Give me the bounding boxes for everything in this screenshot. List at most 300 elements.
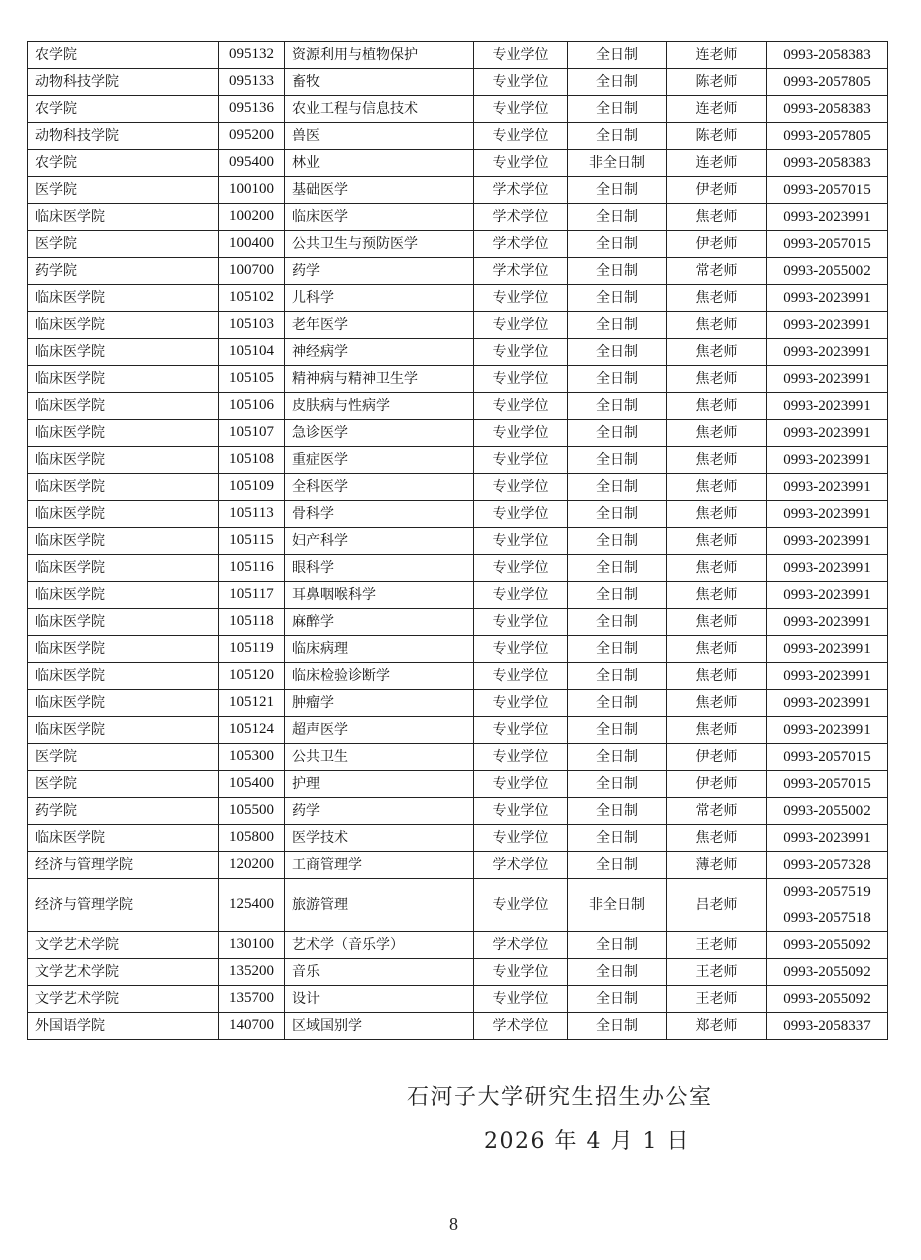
program-code-cell: 100400 (219, 231, 285, 258)
contact-person-cell: 焦老师 (667, 312, 767, 339)
study-mode-cell: 全日制 (568, 555, 667, 582)
major-name-cell: 畜牧 (285, 69, 474, 96)
school-cell: 药学院 (28, 258, 219, 285)
degree-type-cell: 专业学位 (474, 959, 568, 986)
program-code-cell: 105300 (219, 744, 285, 771)
degree-type-cell: 学术学位 (474, 1013, 568, 1040)
school-cell: 临床医学院 (28, 690, 219, 717)
school-cell: 临床医学院 (28, 528, 219, 555)
phone-number: 0993-2023991 (783, 371, 871, 387)
phone-number: 0993-2023991 (783, 344, 871, 360)
contact-person-cell: 焦老师 (667, 528, 767, 555)
degree-type-cell: 专业学位 (474, 339, 568, 366)
contact-person-cell: 吕老师 (667, 879, 767, 932)
phone-number: 0993-2055002 (783, 803, 871, 819)
phone-number: 0993-2057805 (783, 74, 871, 90)
school-cell: 临床医学院 (28, 420, 219, 447)
phone-number: 0993-2057015 (783, 182, 871, 198)
contact-person-cell: 焦老师 (667, 339, 767, 366)
degree-type-cell: 专业学位 (474, 771, 568, 798)
phone-number: 0993-2023991 (783, 587, 871, 603)
table-row (28, 717, 888, 744)
phone-number: 0993-2023991 (783, 425, 871, 441)
degree-type-cell: 专业学位 (474, 447, 568, 474)
program-code-cell: 105118 (219, 609, 285, 636)
degree-type-cell: 专业学位 (474, 393, 568, 420)
table-row (28, 798, 888, 825)
contact-person-cell: 伊老师 (667, 231, 767, 258)
major-name-cell: 麻醉学 (285, 609, 474, 636)
phone-cell (767, 825, 888, 852)
table-row (28, 879, 888, 932)
degree-type-cell: 专业学位 (474, 501, 568, 528)
table-row (28, 959, 888, 986)
major-name-cell: 临床检验诊断学 (285, 663, 474, 690)
study-mode-cell: 全日制 (568, 285, 667, 312)
study-mode-cell: 全日制 (568, 636, 667, 663)
contact-person-cell: 连老师 (667, 96, 767, 123)
study-mode-cell: 全日制 (568, 69, 667, 96)
contact-person-cell: 焦老师 (667, 393, 767, 420)
table-row (28, 69, 888, 96)
phone-number: 0993-2055002 (783, 263, 871, 279)
contact-person-cell: 焦老师 (667, 555, 767, 582)
school-cell: 农学院 (28, 96, 219, 123)
program-code-cell: 105120 (219, 663, 285, 690)
phone-number: 0993-2058383 (783, 101, 871, 117)
major-name-cell: 超声医学 (285, 717, 474, 744)
school-cell: 医学院 (28, 771, 219, 798)
major-name-cell: 皮肤病与性病学 (285, 393, 474, 420)
phone-number: 0993-2055092 (783, 991, 871, 1007)
phone-number: 0993-2057015 (783, 749, 871, 765)
contact-person-cell: 焦老师 (667, 609, 767, 636)
phone-cell (767, 393, 888, 420)
study-mode-cell: 全日制 (568, 771, 667, 798)
contact-person-cell: 焦老师 (667, 690, 767, 717)
table-row (28, 582, 888, 609)
program-code-cell: 095133 (219, 69, 285, 96)
study-mode-cell: 全日制 (568, 717, 667, 744)
phone-cell (767, 555, 888, 582)
phone-number: 0993-2023991 (783, 533, 871, 549)
table-row (28, 771, 888, 798)
degree-type-cell: 专业学位 (474, 744, 568, 771)
school-cell: 经济与管理学院 (28, 879, 219, 932)
phone-number: 0993-2057015 (783, 776, 871, 792)
phone-cell (767, 366, 888, 393)
study-mode-cell: 全日制 (568, 959, 667, 986)
phone-number: 0993-2058383 (783, 47, 871, 63)
study-mode-cell: 全日制 (568, 690, 667, 717)
phone-number: 0993-2023991 (783, 560, 871, 576)
major-name-cell: 兽医 (285, 123, 474, 150)
contact-person-cell: 常老师 (667, 798, 767, 825)
degree-type-cell: 专业学位 (474, 986, 568, 1013)
school-cell: 临床医学院 (28, 825, 219, 852)
phone-cell (767, 744, 888, 771)
study-mode-cell: 全日制 (568, 96, 667, 123)
phone-cell (767, 150, 888, 177)
major-name-cell: 旅游管理 (285, 879, 474, 932)
contact-person-cell: 连老师 (667, 42, 767, 69)
school-cell: 临床医学院 (28, 312, 219, 339)
school-cell: 药学院 (28, 798, 219, 825)
study-mode-cell: 全日制 (568, 42, 667, 69)
program-code-cell: 100200 (219, 204, 285, 231)
phone-cell (767, 771, 888, 798)
study-mode-cell: 全日制 (568, 447, 667, 474)
study-mode-cell: 全日制 (568, 312, 667, 339)
major-name-cell: 精神病与精神卫生学 (285, 366, 474, 393)
study-mode-cell: 全日制 (568, 258, 667, 285)
phone-number: 0993-2023991 (783, 398, 871, 414)
degree-type-cell: 学术学位 (474, 258, 568, 285)
table-row (28, 285, 888, 312)
major-name-cell: 全科医学 (285, 474, 474, 501)
degree-type-cell: 专业学位 (474, 717, 568, 744)
phone-cell (767, 959, 888, 986)
phone-cell (767, 420, 888, 447)
degree-type-cell: 专业学位 (474, 798, 568, 825)
contact-person-cell: 伊老师 (667, 744, 767, 771)
phone-number: 0993-2057519 (783, 884, 871, 900)
phone-number: 0993-2058383 (783, 155, 871, 171)
study-mode-cell: 全日制 (568, 744, 667, 771)
school-cell: 临床医学院 (28, 582, 219, 609)
contact-person-cell: 王老师 (667, 986, 767, 1013)
table-row (28, 501, 888, 528)
program-code-cell: 105104 (219, 339, 285, 366)
degree-type-cell: 学术学位 (474, 852, 568, 879)
program-code-cell: 105113 (219, 501, 285, 528)
degree-type-cell: 专业学位 (474, 582, 568, 609)
phone-cell (767, 609, 888, 636)
table-body (28, 42, 888, 1040)
program-code-cell: 105102 (219, 285, 285, 312)
study-mode-cell: 全日制 (568, 825, 667, 852)
phone-number: 0993-2023991 (783, 209, 871, 225)
major-name-cell: 公共卫生 (285, 744, 474, 771)
degree-type-cell: 学术学位 (474, 932, 568, 959)
program-code-cell: 105108 (219, 447, 285, 474)
contact-person-cell: 焦老师 (667, 204, 767, 231)
program-code-cell: 105800 (219, 825, 285, 852)
phone-number: 0993-2057328 (783, 857, 871, 873)
program-code-cell: 095400 (219, 150, 285, 177)
program-code-cell: 105119 (219, 636, 285, 663)
degree-type-cell: 学术学位 (474, 204, 568, 231)
phone-number: 0993-2023991 (783, 830, 871, 846)
major-name-cell: 骨科学 (285, 501, 474, 528)
school-cell: 临床医学院 (28, 204, 219, 231)
contact-person-cell: 焦老师 (667, 420, 767, 447)
study-mode-cell: 非全日制 (568, 150, 667, 177)
table-row (28, 825, 888, 852)
contact-person-cell: 焦老师 (667, 663, 767, 690)
phone-number: 0993-2058337 (783, 1018, 871, 1034)
table-row (28, 177, 888, 204)
table-row (28, 528, 888, 555)
school-cell: 动物科技学院 (28, 123, 219, 150)
table-row (28, 204, 888, 231)
table-row (28, 258, 888, 285)
school-cell: 临床医学院 (28, 447, 219, 474)
school-cell: 临床医学院 (28, 555, 219, 582)
phone-number: 0993-2055092 (783, 937, 871, 953)
study-mode-cell: 全日制 (568, 366, 667, 393)
contact-person-cell: 焦老师 (667, 366, 767, 393)
degree-type-cell: 专业学位 (474, 150, 568, 177)
study-mode-cell: 全日制 (568, 339, 667, 366)
major-name-cell: 医学技术 (285, 825, 474, 852)
table-row (28, 96, 888, 123)
major-name-cell: 眼科学 (285, 555, 474, 582)
school-cell: 经济与管理学院 (28, 852, 219, 879)
school-cell: 外国语学院 (28, 1013, 219, 1040)
study-mode-cell: 全日制 (568, 393, 667, 420)
degree-type-cell: 专业学位 (474, 366, 568, 393)
contact-person-cell: 焦老师 (667, 717, 767, 744)
program-code-cell: 140700 (219, 1013, 285, 1040)
degree-type-cell: 专业学位 (474, 42, 568, 69)
degree-type-cell: 专业学位 (474, 825, 568, 852)
major-name-cell: 神经病学 (285, 339, 474, 366)
major-name-cell: 工商管理学 (285, 852, 474, 879)
program-code-cell: 135200 (219, 959, 285, 986)
school-cell: 临床医学院 (28, 285, 219, 312)
contact-person-cell: 陈老师 (667, 69, 767, 96)
study-mode-cell: 全日制 (568, 474, 667, 501)
program-code-cell: 105116 (219, 555, 285, 582)
degree-type-cell: 学术学位 (474, 231, 568, 258)
phone-cell (767, 663, 888, 690)
phone-cell (767, 69, 888, 96)
study-mode-cell: 全日制 (568, 528, 667, 555)
phone-cell (767, 582, 888, 609)
contact-person-cell: 王老师 (667, 959, 767, 986)
study-mode-cell: 全日制 (568, 420, 667, 447)
contact-person-cell: 焦老师 (667, 636, 767, 663)
table-row (28, 42, 888, 69)
school-cell: 农学院 (28, 42, 219, 69)
major-name-cell: 音乐 (285, 959, 474, 986)
table-row (28, 150, 888, 177)
phone-cell (767, 798, 888, 825)
phone-number: 0993-2023991 (783, 695, 871, 711)
phone-number: 0993-2023991 (783, 506, 871, 522)
phone-number: 0993-2057805 (783, 128, 871, 144)
contact-person-cell: 连老师 (667, 150, 767, 177)
contact-person-cell: 焦老师 (667, 447, 767, 474)
major-name-cell: 林业 (285, 150, 474, 177)
phone-number: 0993-2023991 (783, 290, 871, 306)
school-cell: 临床医学院 (28, 501, 219, 528)
major-name-cell: 农业工程与信息技术 (285, 96, 474, 123)
table-row (28, 609, 888, 636)
table-row (28, 474, 888, 501)
school-cell: 临床医学院 (28, 609, 219, 636)
major-name-cell: 临床医学 (285, 204, 474, 231)
major-name-cell: 设计 (285, 986, 474, 1013)
program-code-cell: 105117 (219, 582, 285, 609)
school-cell: 临床医学院 (28, 663, 219, 690)
phone-cell (767, 717, 888, 744)
school-cell: 医学院 (28, 177, 219, 204)
major-name-cell: 妇产科学 (285, 528, 474, 555)
phone-cell (767, 1013, 888, 1040)
degree-type-cell: 专业学位 (474, 96, 568, 123)
study-mode-cell: 全日制 (568, 123, 667, 150)
table-row (28, 1013, 888, 1040)
phone-cell (767, 636, 888, 663)
study-mode-cell: 全日制 (568, 798, 667, 825)
program-code-cell: 135700 (219, 986, 285, 1013)
phone-number: 0993-2023991 (783, 452, 871, 468)
major-name-cell: 临床病理 (285, 636, 474, 663)
contact-person-cell: 陈老师 (667, 123, 767, 150)
study-mode-cell: 全日制 (568, 1013, 667, 1040)
table-row (28, 932, 888, 959)
study-mode-cell: 全日制 (568, 986, 667, 1013)
table-row (28, 636, 888, 663)
program-code-cell: 105500 (219, 798, 285, 825)
phone-cell (767, 474, 888, 501)
school-cell: 医学院 (28, 744, 219, 771)
school-cell: 临床医学院 (28, 636, 219, 663)
program-code-cell: 100700 (219, 258, 285, 285)
program-code-cell: 105121 (219, 690, 285, 717)
table-row (28, 123, 888, 150)
contact-person-cell: 焦老师 (667, 582, 767, 609)
contact-person-cell: 焦老师 (667, 474, 767, 501)
phone-cell (767, 42, 888, 69)
school-cell: 文学艺术学院 (28, 959, 219, 986)
school-cell: 文学艺术学院 (28, 986, 219, 1013)
phone-cell (767, 986, 888, 1013)
table-row (28, 690, 888, 717)
table-row (28, 852, 888, 879)
contact-person-cell: 王老师 (667, 932, 767, 959)
phone-number: 0993-2023991 (783, 668, 871, 684)
phone-cell (767, 339, 888, 366)
study-mode-cell: 全日制 (568, 663, 667, 690)
phone-cell (767, 285, 888, 312)
phone-cell (767, 447, 888, 474)
program-code-cell: 125400 (219, 879, 285, 932)
study-mode-cell: 全日制 (568, 932, 667, 959)
table-row (28, 366, 888, 393)
major-name-cell: 药学 (285, 258, 474, 285)
study-mode-cell: 非全日制 (568, 879, 667, 932)
table-row (28, 312, 888, 339)
study-mode-cell: 全日制 (568, 582, 667, 609)
contact-person-cell: 伊老师 (667, 771, 767, 798)
program-code-cell: 105106 (219, 393, 285, 420)
program-code-cell: 105109 (219, 474, 285, 501)
phone-number: 0993-2023991 (783, 641, 871, 657)
degree-type-cell: 专业学位 (474, 474, 568, 501)
study-mode-cell: 全日制 (568, 177, 667, 204)
major-name-cell: 老年医学 (285, 312, 474, 339)
degree-type-cell: 专业学位 (474, 555, 568, 582)
contact-person-cell: 郑老师 (667, 1013, 767, 1040)
program-code-cell: 105400 (219, 771, 285, 798)
phone-number: 0993-2023991 (783, 722, 871, 738)
major-name-cell: 区域国别学 (285, 1013, 474, 1040)
phone-cell (767, 690, 888, 717)
contact-person-cell: 焦老师 (667, 825, 767, 852)
school-cell: 临床医学院 (28, 717, 219, 744)
major-name-cell: 公共卫生与预防医学 (285, 231, 474, 258)
degree-type-cell: 学术学位 (474, 177, 568, 204)
phone-cell (767, 231, 888, 258)
school-cell: 临床医学院 (28, 393, 219, 420)
phone-number: 0993-2057518 (783, 910, 871, 926)
phone-cell (767, 96, 888, 123)
phone-cell (767, 852, 888, 879)
degree-type-cell: 专业学位 (474, 285, 568, 312)
degree-type-cell: 专业学位 (474, 663, 568, 690)
school-cell: 动物科技学院 (28, 69, 219, 96)
phone-cell (767, 123, 888, 150)
major-name-cell: 药学 (285, 798, 474, 825)
school-cell: 临床医学院 (28, 339, 219, 366)
degree-type-cell: 专业学位 (474, 690, 568, 717)
study-mode-cell: 全日制 (568, 501, 667, 528)
phone-number: 0993-2055092 (783, 964, 871, 980)
degree-type-cell: 专业学位 (474, 69, 568, 96)
major-name-cell: 肿瘤学 (285, 690, 474, 717)
degree-type-cell: 专业学位 (474, 312, 568, 339)
phone-cell (767, 932, 888, 959)
phone-cell (767, 528, 888, 555)
major-name-cell: 儿科学 (285, 285, 474, 312)
contact-person-cell: 焦老师 (667, 501, 767, 528)
major-name-cell: 重症医学 (285, 447, 474, 474)
program-code-cell: 095136 (219, 96, 285, 123)
degree-type-cell: 专业学位 (474, 609, 568, 636)
program-code-cell: 095200 (219, 123, 285, 150)
table-row (28, 393, 888, 420)
phone-cell (767, 879, 888, 932)
program-code-cell: 105107 (219, 420, 285, 447)
major-name-cell: 艺术学（音乐学） (285, 932, 474, 959)
school-cell: 医学院 (28, 231, 219, 258)
signature-organization: 石河子大学研究生招生办公室 (407, 1085, 713, 1110)
program-code-cell: 105124 (219, 717, 285, 744)
major-name-cell: 护理 (285, 771, 474, 798)
program-code-cell: 100100 (219, 177, 285, 204)
program-code-cell: 105103 (219, 312, 285, 339)
school-cell: 临床医学院 (28, 474, 219, 501)
degree-type-cell: 专业学位 (474, 636, 568, 663)
degree-type-cell: 专业学位 (474, 528, 568, 555)
study-mode-cell: 全日制 (568, 204, 667, 231)
table-row (28, 420, 888, 447)
phone-cell (767, 312, 888, 339)
signature-date: 2026 年 4 月 1 日 (484, 1129, 690, 1154)
study-mode-cell: 全日制 (568, 609, 667, 636)
school-cell: 临床医学院 (28, 366, 219, 393)
table-row (28, 663, 888, 690)
school-cell: 农学院 (28, 150, 219, 177)
phone-cell (767, 258, 888, 285)
contact-person-cell: 焦老师 (667, 285, 767, 312)
program-code-cell: 120200 (219, 852, 285, 879)
page-number: 8 (449, 1214, 458, 1234)
phone-cell (767, 204, 888, 231)
